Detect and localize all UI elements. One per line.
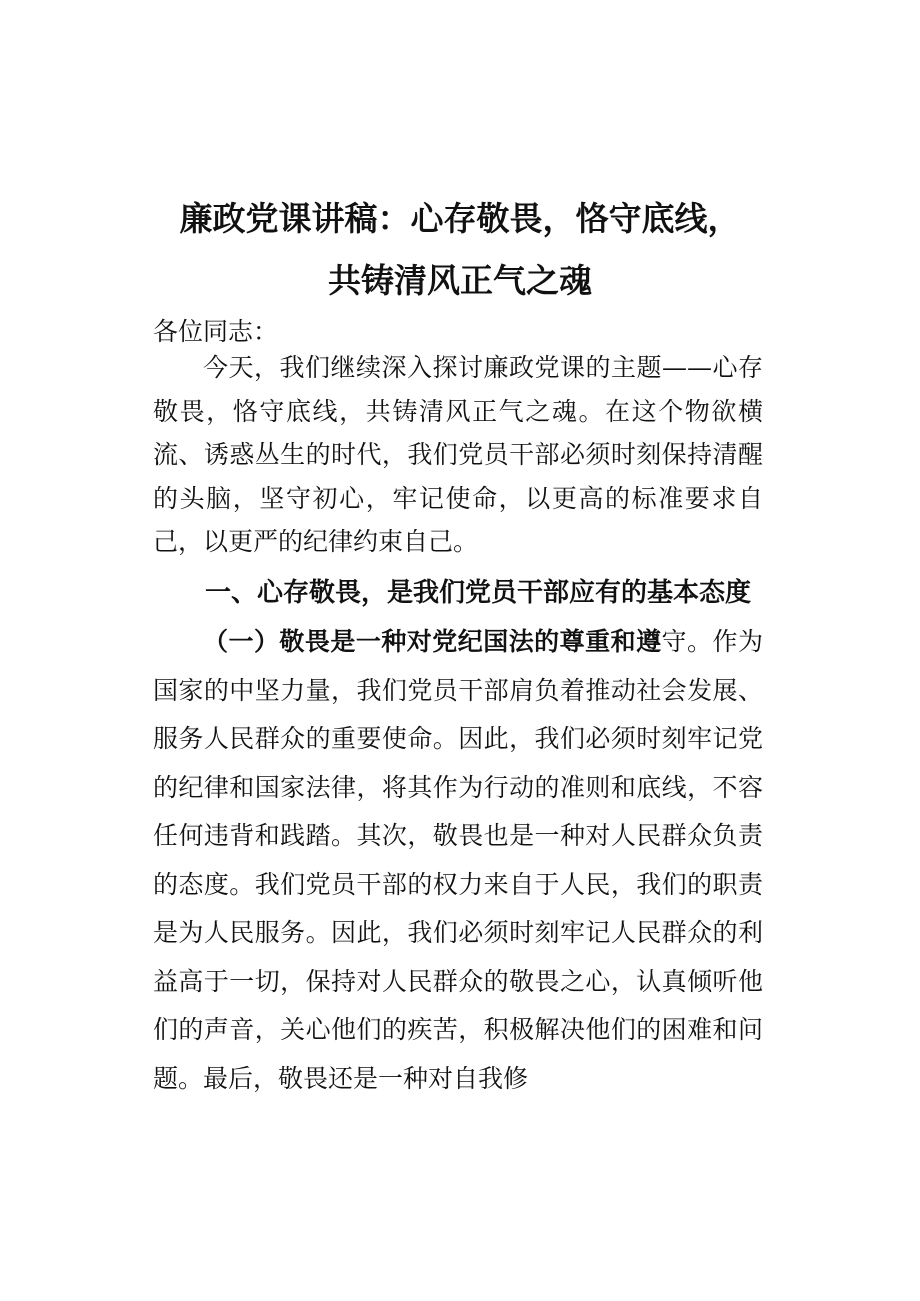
paragraph-intro: 今天，我们继续深入探讨廉政党课的主题——心存敬畏，恪守底线，共铸清风正气之魂。在这个物欲横流、诱惑丛生的时代，我们党员干部必须时刻保持清醒的头脑，坚守初心，牢记使命，以更高的标准要求自己，以更严的纪律约束自己。	[153, 353, 763, 556]
subsection-body: 守。作为国家的中坚力量，我们党员干部肩负着推动社会发展、服务人民群众的重要使命。因此，我们必须时刻牢记党的纪律和国家法律，将其作为行动的准则和底线，不容任何违背和践踏。其次，敬畏也是一种对人民群众负责的态度。我们党员干部的权力来自于人民，我们的职责是为人民服务。因此，我们必须时刻牢记人民群众的利益高于一切，保持对人民群众的敬畏之心，认真倾听他们的声音，关心他们的疾苦，积极解决他们的困难和问题。最后，敬畏还是一种对自我修	[153, 627, 763, 1093]
subsection-lead: （一）敬畏是一种对党纪国法的尊重和遵	[203, 627, 662, 656]
section-heading-1: 一、心存敬畏，是我们党员干部应有的基本态度	[205, 578, 752, 608]
paragraph-subsection-1	[153, 618, 763, 1103]
document-title-line-2: 共铸清风正气之魂	[328, 261, 592, 300]
salutation: 各位同志：	[153, 317, 279, 346]
document-title-line-1: 廉政党课讲稿：心存敬畏，恪守底线，	[179, 199, 741, 238]
